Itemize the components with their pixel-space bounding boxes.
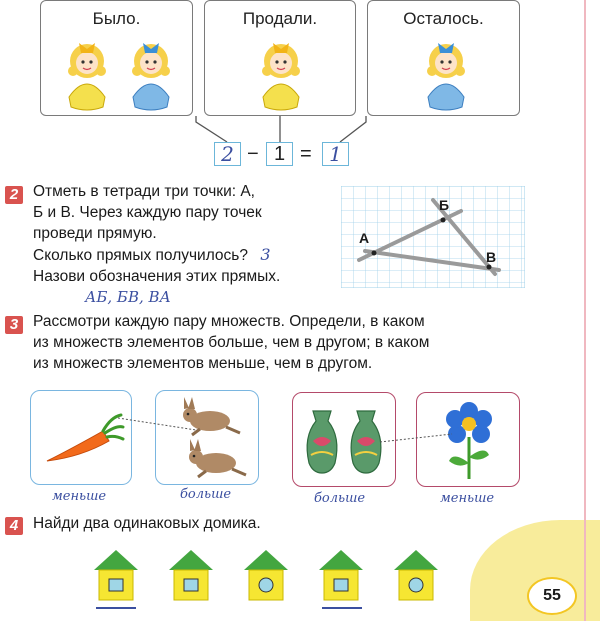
task3-line: из множеств элементов меньше, чем в другом. bbox=[33, 355, 373, 372]
task2-text bbox=[33, 181, 343, 308]
task3-line: из множеств элементов больше, чем в другом; в каком bbox=[33, 334, 430, 351]
equation-minuend: 2 bbox=[214, 142, 241, 166]
point-a-label: А bbox=[359, 230, 370, 246]
task4-number-badge: 4 bbox=[5, 517, 23, 535]
task2-line: Назови обозначения этих прямых. bbox=[33, 268, 281, 285]
label-flower: меньше bbox=[440, 491, 495, 506]
card-sold-title: Продали. bbox=[242, 9, 318, 28]
label-hares: больше bbox=[180, 487, 232, 502]
house-icon bbox=[394, 550, 438, 600]
task2-line: проведи прямую. bbox=[33, 225, 157, 242]
equation-minus: − bbox=[247, 143, 259, 165]
house-icon bbox=[169, 550, 213, 600]
task2-number-badge: 2 bbox=[5, 186, 23, 204]
task2-answer-count: 3 bbox=[260, 245, 271, 264]
label-vases: больше bbox=[314, 491, 366, 506]
task2-line: Отметь в тетради три точки: А, bbox=[33, 183, 255, 200]
task3-number-badge: 3 bbox=[5, 316, 23, 334]
task2-question: Сколько прямых получилось? bbox=[33, 247, 249, 264]
equation-result: 1 bbox=[322, 142, 349, 166]
task2-line: Б и В. Через каждую пару точек bbox=[33, 204, 262, 221]
task4-text: Найди два одинаковых домика. bbox=[33, 515, 261, 532]
page-number: 55 bbox=[527, 577, 577, 615]
house-icon bbox=[244, 550, 288, 600]
equation-equals: = bbox=[300, 143, 312, 165]
point-c-label: В bbox=[486, 249, 497, 265]
task2-line-with-answer bbox=[33, 244, 343, 266]
equation-subtrahend: 1 bbox=[266, 142, 293, 166]
house-icon bbox=[319, 550, 363, 600]
pairing-lines bbox=[0, 380, 600, 460]
houses-row bbox=[92, 548, 452, 614]
task3-line: Рассмотри каждую пару множеств. Определи, в каком bbox=[33, 313, 425, 330]
card-was-title: Было. bbox=[92, 9, 141, 28]
task3-text bbox=[33, 311, 533, 374]
house-icon bbox=[94, 550, 138, 600]
card-left-title: Осталось. bbox=[403, 9, 484, 28]
point-b-label: Б bbox=[439, 197, 450, 213]
task2-answer-names: АБ, БВ, ВА bbox=[85, 288, 171, 306]
label-carrot: меньше bbox=[52, 489, 107, 504]
